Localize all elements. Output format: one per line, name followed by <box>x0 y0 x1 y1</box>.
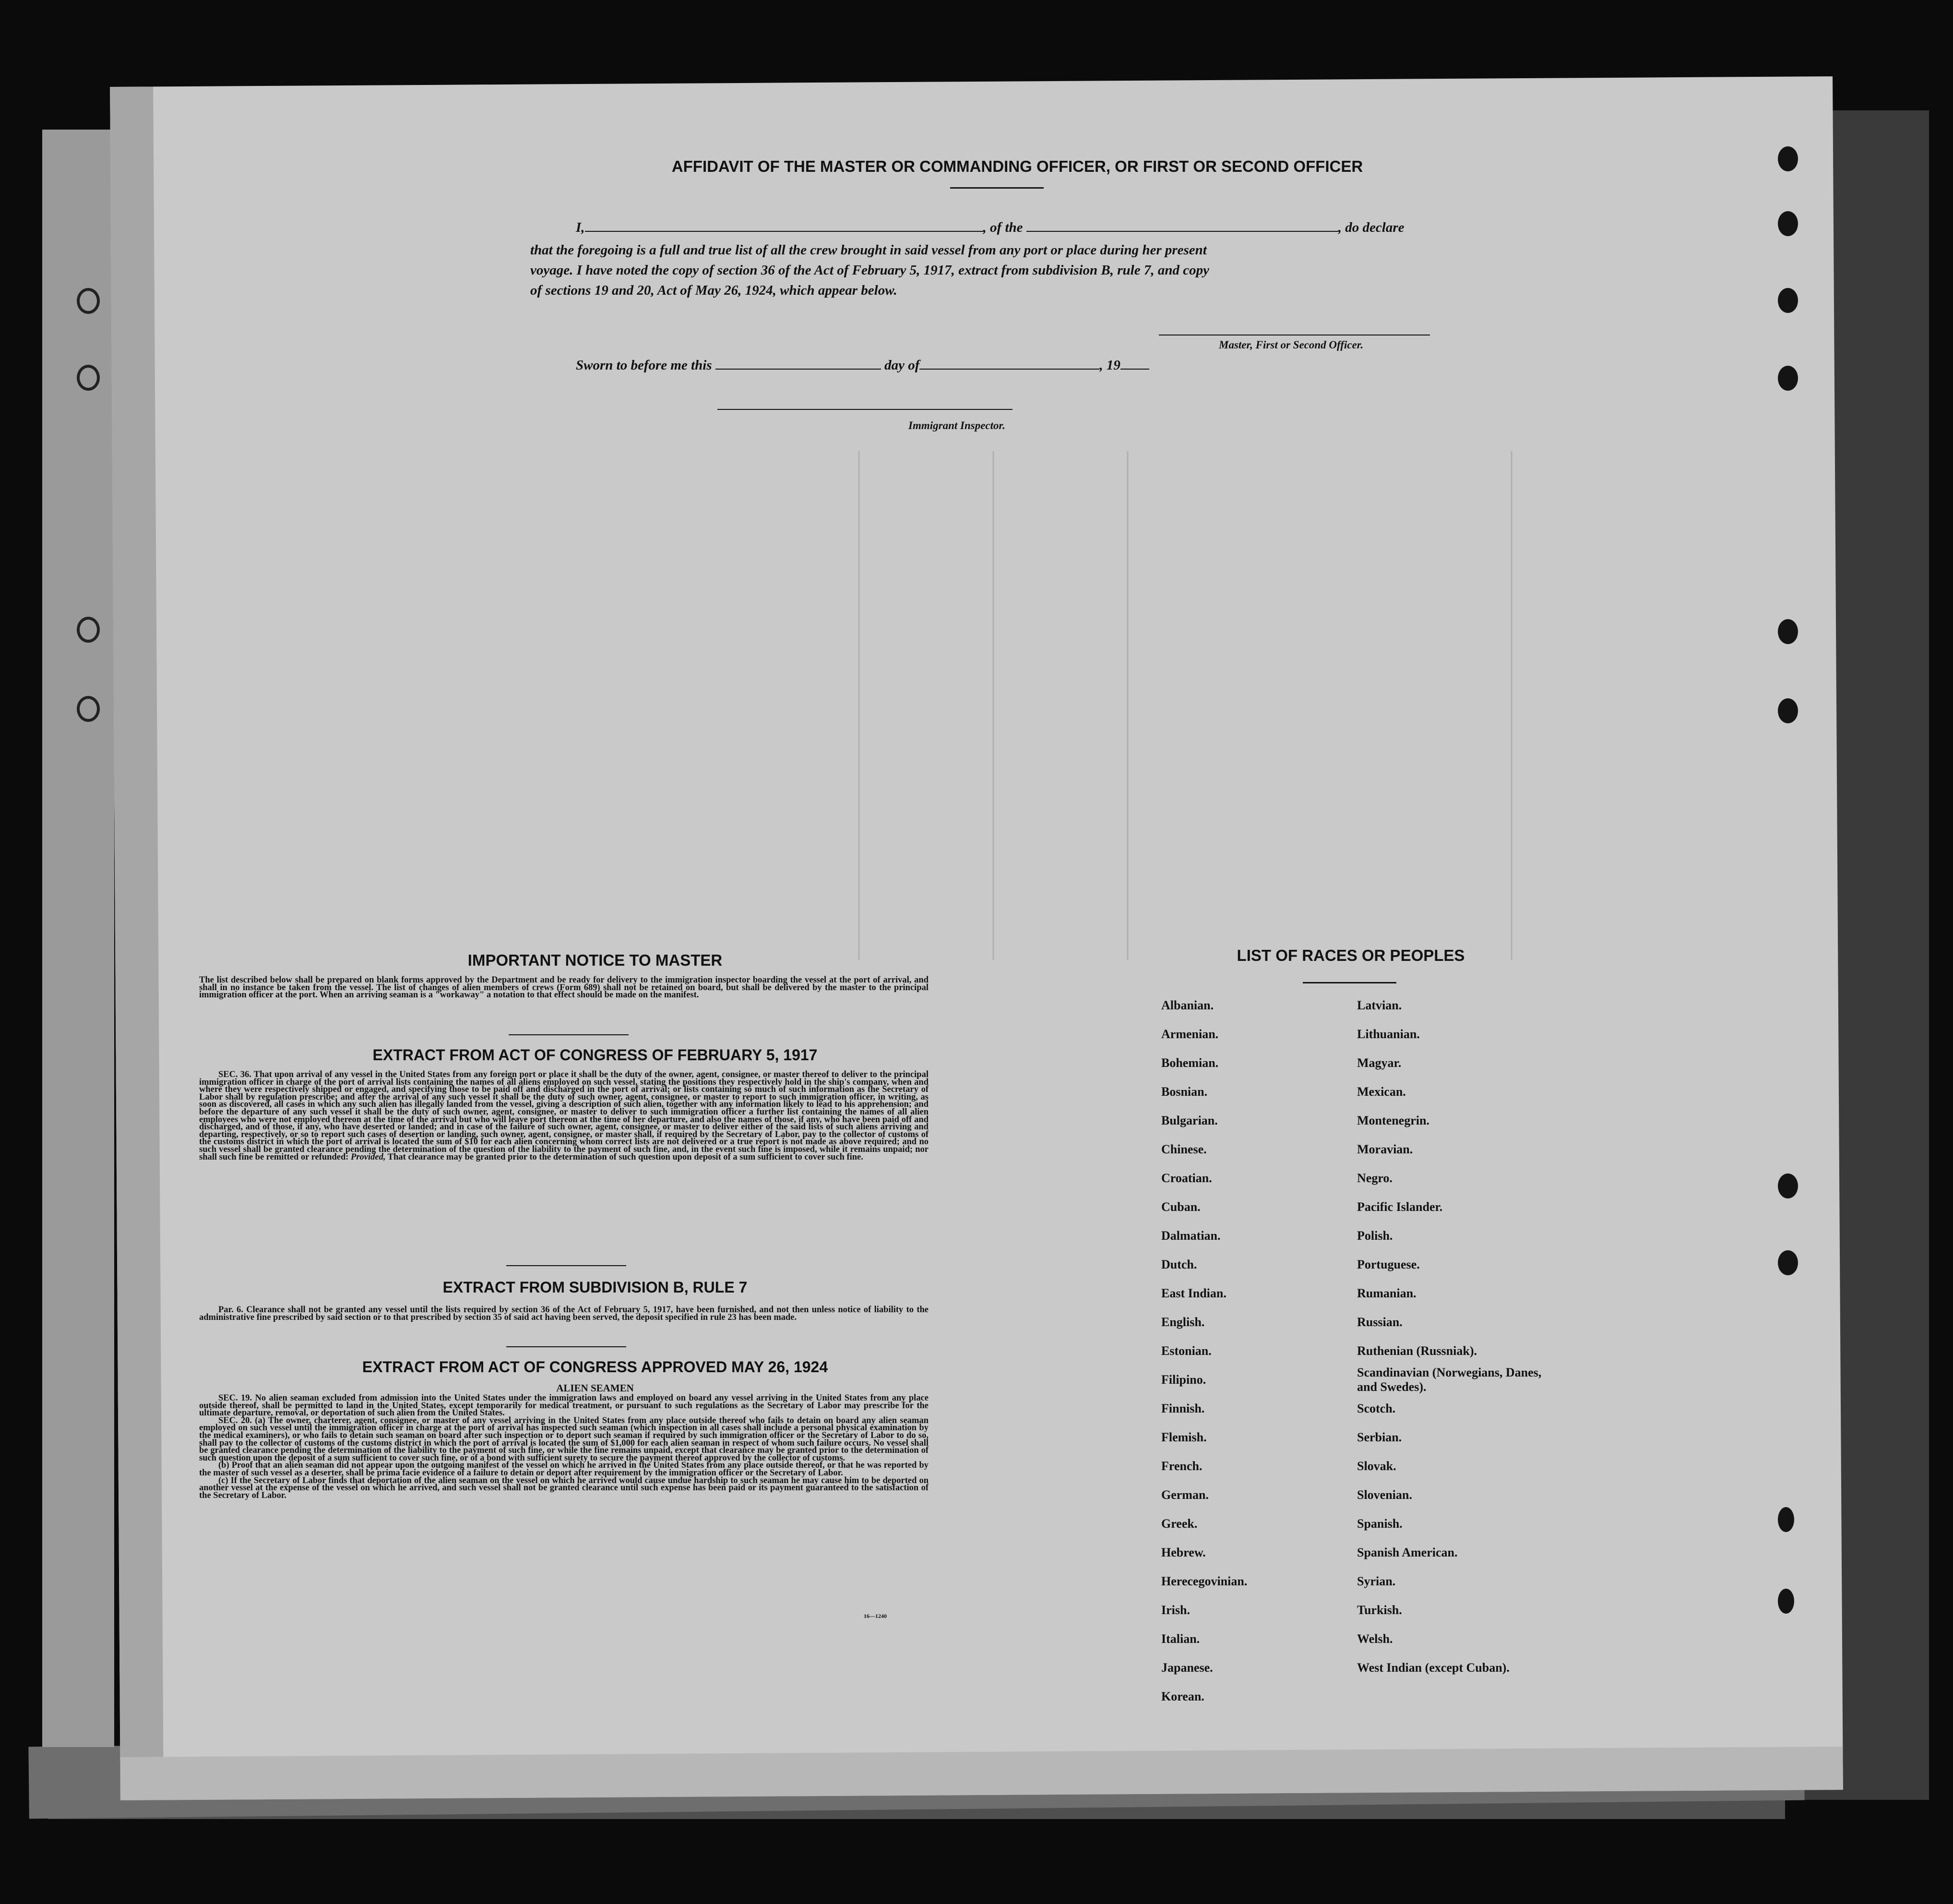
race-item: Chinese. <box>1161 1142 1207 1156</box>
race-item: Flemish. <box>1161 1430 1207 1444</box>
master-signature-label: Master, First or Second Officer. <box>1219 339 1364 351</box>
race-item: East Indian. <box>1161 1286 1227 1300</box>
sec36-text-end: That clearance may be granted prior to the determination of such question upon deposit of a sum sufficient to cover such fine. <box>387 1152 863 1162</box>
declare-label: , do declare <box>1338 220 1405 235</box>
race-item: Filipino. <box>1161 1373 1206 1387</box>
rule7-title: EXTRACT FROM SUBDIVISION B, RULE 7 <box>442 1279 748 1296</box>
race-item: Spanish American. <box>1357 1545 1458 1559</box>
alien-seamen-subtitle: ALIEN SEAMEN <box>556 1382 634 1394</box>
divider <box>509 1034 629 1035</box>
race-item: Scotch. <box>1357 1401 1396 1415</box>
day-of-label: day of <box>884 358 920 373</box>
races-right-column <box>1357 991 1559 1682</box>
affidavit-line-4: of sections 19 and 20, Act of May 26, 1924, which appear below. <box>530 283 897 298</box>
affidavit-line-3: voyage. I have noted the copy of section 36 of the Act of February 5, 1917, extract from subdivision B, rule 7, and copy <box>530 263 1209 278</box>
race-item: Montenegrin. <box>1357 1114 1429 1127</box>
races-left-column <box>1161 991 1247 1711</box>
extract-1924-title: EXTRACT FROM ACT OF CONGRESS APPROVED MAY 26, 1924 <box>362 1358 828 1376</box>
inspector-signature-label: Immigrant Inspector. <box>908 419 1005 431</box>
race-item: Cuban. <box>1161 1200 1201 1214</box>
race-item: Italian. <box>1161 1632 1200 1646</box>
race-item: Scandinavian (Norwegians, Danes, and Swedes). <box>1357 1365 1542 1394</box>
race-item: Russian. <box>1357 1315 1403 1329</box>
race-item: Syrian. <box>1357 1574 1396 1588</box>
sec20c-paragraph <box>199 1477 929 1500</box>
race-item: Latvian. <box>1357 998 1402 1012</box>
race-item: Dalmatian. <box>1161 1229 1221 1243</box>
race-item: German. <box>1161 1488 1209 1502</box>
race-item: West Indian (except Cuban). <box>1357 1661 1510 1675</box>
notice-title: IMPORTANT NOTICE TO MASTER <box>467 951 723 969</box>
notice-text: The list described below shall be prepared on blank forms approved by the Department and be ready for delivery to the immigration inspector boarding the vessel at the port of arrival, and shall in no instance be taken from the vessel. The list of changes of alien members of crews (Form 689) shall not be retained on board, but shall be delivered by the master to the principal immigration officer at the port. When an arriving seaman is a "workaway" a notation to that effect should be made on the manifest. <box>199 975 929 1000</box>
race-item: Portuguese. <box>1357 1257 1420 1271</box>
race-item: Polish. <box>1357 1229 1393 1243</box>
sec20c-text: (c) If the Secretary of Labor finds that deportation of the alien seaman on the vessel on which he arrived would cause undue hardship to such seaman he may cause him to be deported on another vessel at the expense of the vessel on which he arrived, and such vessel shall not be granted clearance until such expense has been paid or its payment guaranteed to the satisfaction of the Secretary of Labor. <box>199 1475 929 1500</box>
divider <box>506 1265 626 1266</box>
name-blank <box>585 231 983 232</box>
year-blank <box>1120 369 1149 370</box>
race-item: Turkish. <box>1357 1603 1402 1617</box>
sec19-paragraph <box>199 1395 929 1417</box>
of-the-label: , of the <box>983 220 1023 235</box>
race-item: Slovak. <box>1357 1459 1396 1473</box>
race-item: Rumanian. <box>1357 1286 1417 1300</box>
affidavit-line-2: that the foregoing is a full and true list of all the crew brought in said vessel from any port or place during her present <box>530 242 1207 258</box>
divider <box>506 1346 626 1347</box>
race-item: Greek. <box>1161 1517 1198 1531</box>
race-item: Negro. <box>1357 1171 1393 1185</box>
race-item: Lithuanian. <box>1357 1027 1420 1041</box>
race-item: Finnish. <box>1161 1401 1205 1415</box>
race-item: Magyar. <box>1357 1056 1402 1070</box>
race-item: Armenian. <box>1161 1027 1219 1041</box>
sec20b-text: (b) Proof that an alien seaman did not appear upon the outgoing manifest of the vessel on which he arrived in the United States from any place outside thereof, or that he was reported by the master of such vessel as a deserter, shall be prima facie evidence of a failure to detain or deport after requirement by the immigration officer or the Secretary of Labor. <box>199 1461 929 1478</box>
sec36-text: SEC. 36. That upon arrival of any vessel in the United States from any foreign port or place it shall be the duty of the owner, agent, consignee, or master thereof to deliver to the principal immigration officer in charge of the port of arrival lists containing the names of all aliens employed on such vessel, stating the positions they respectively hold in the ship's company, when and where they were respectively shipped or engaged, and specifying those to be paid off and discharged in the port of arrival; or lists containing so much of such information as the Secretary of Labor shall by regulation prescribe; and after the arrival of any such vessel it shall be the duty of such owner, agent, consignee, or master to report to such immigration officer, in writing, as soon as discovered, all cases in which any such alien has illegally landed from the vessel, giving a description of such alien, together with any information likely to lead to his apprehension; and before the departure of any such vessel it shall be the duty of such owner, agent, consignee, or master to deliver to such immigration officer a further list containing the names of all alien employees who were not employed thereon at the time of the arrival but who will leave port thereon at the time of her departure, and also the names of those, if any, who have been paid off and discharged, and of those, if any, who have deserted or landed; and in case of the failure of such owner, agent, consignee, or master to deliver either of the said lists of such aliens arriving and departing, respectively, or so to report such cases of desertion or landing, such owner, agent, consignee, or master shall, if required by the Secretary of Labor, pay to the collector of customs of the customs district in which the port of arrival is located the sum of $10 for each alien concerning whom correct lists are not delivered or a true report is not made as above required; and no such vessel shall be granted clearance pending the determination of the question of the liability to the payment of such fine, and, in the event such fine is imposed, while it remains unpaid; nor shall such fine be remitted or refunded: <box>199 1070 929 1162</box>
race-item: Ruthenian (Russniak). <box>1357 1344 1477 1358</box>
extract-1917-text <box>199 1071 929 1161</box>
sworn-line <box>576 358 1149 373</box>
title-underline <box>950 187 1044 189</box>
race-item: Serbian. <box>1357 1430 1402 1444</box>
day-blank <box>715 369 881 370</box>
race-item: Dutch. <box>1161 1257 1197 1271</box>
race-item: Slovenian. <box>1357 1488 1412 1502</box>
sworn-label: Sworn to before me this <box>576 358 712 373</box>
par6-text: Par. 6. Clearance shall not be granted any vessel until the lists required by section 36 of the Act of February 5, 1917, have been furnished, and not then unless notice of liability to the administrative fine prescribed by said section or to that prescribed by section 35 of said act having been served, the deposit specified in rule 23 has been made. <box>199 1305 929 1322</box>
race-item: Herecegovinian. <box>1161 1574 1248 1588</box>
race-item: French. <box>1161 1459 1203 1473</box>
sec20a-text: SEC. 20. (a) The owner, charterer, agent, consignee, or master of any vessel arriving in the United States from any place outside thereof who fails to detain on board any alien seaman employed on such vessel until the immigration officer in charge at the port of arrival has inspected such seaman (which inspection in all cases shall include a personal physical examination by the medical examiners), or who fails to detain such seaman on board after such inspection or to deport such seaman if required by such immigration officer or the Secretary of Labor to do so, shall pay to the collector of customs of the customs district in which the port of arrival is located the sum of $1,000 for each alien seaman in respect of whom such failure occurs. No vessel shall be granted clearance pending the determination of the liability to the payment of such fine, or while the fine remains unpaid, except that clearance may be granted prior to the determination of such question upon the deposit of a sum sufficient to cover such fine, or of a bond with sufficient surety to secure the payment thereof approved by the collector of customs. <box>199 1415 929 1463</box>
race-item: Irish. <box>1161 1603 1190 1617</box>
sec20b-paragraph <box>199 1462 929 1477</box>
extract-1917-title: EXTRACT FROM ACT OF CONGRESS OF FEBRUARY 5, 1917 <box>372 1046 818 1064</box>
races-title: LIST OF RACES OR PEOPLES <box>1237 946 1465 964</box>
rule7-text <box>199 1306 929 1321</box>
affidavit-title: AFFIDAVIT OF THE MASTER OR COMMANDING OFFICER, OR FIRST OR SECOND OFFICER <box>671 157 1363 175</box>
race-item: Bohemian. <box>1161 1056 1219 1070</box>
sec20a-paragraph <box>199 1417 929 1462</box>
race-item: Welsh. <box>1357 1632 1393 1646</box>
race-item: Croatian. <box>1161 1171 1212 1185</box>
sec19-text: SEC. 19. No alien seaman excluded from admission into the United States under the immigration laws and employed on board any vessel arriving in the United States from any place outside thereof, shall be permitted to land in the United States, except temporarily for medical treatment, or pursuant to such regulations as the Secretary of Labor may prescribe for the ultimate departure, removal, or deportation of such alien from the United States. <box>199 1393 929 1418</box>
affidavit-line-1 <box>576 220 1464 236</box>
race-item: Mexican. <box>1357 1085 1406 1099</box>
race-item: Pacific Islander. <box>1357 1200 1443 1214</box>
races-title-underline <box>1303 982 1396 983</box>
form-number: 16—1240 <box>864 1613 887 1619</box>
race-item: English. <box>1161 1315 1205 1329</box>
race-item: Korean. <box>1161 1689 1204 1703</box>
year-label: , 19 <box>1099 358 1120 373</box>
i-label: I, <box>576 220 585 235</box>
race-item: Spanish. <box>1357 1517 1403 1531</box>
race-item: Hebrew. <box>1161 1545 1206 1559</box>
race-item: Moravian. <box>1357 1142 1413 1156</box>
race-item: Bosnian. <box>1161 1085 1208 1099</box>
race-item: Bulgarian. <box>1161 1114 1218 1127</box>
month-blank <box>919 369 1099 370</box>
race-item: Albanian. <box>1161 998 1214 1012</box>
race-item: Estonian. <box>1161 1344 1212 1358</box>
inspector-signature-line <box>717 409 1012 410</box>
race-item: Japanese. <box>1161 1661 1213 1675</box>
extract-1924-text <box>199 1395 929 1499</box>
vessel-blank <box>1026 231 1338 232</box>
provided-word: Provided, <box>351 1152 386 1162</box>
